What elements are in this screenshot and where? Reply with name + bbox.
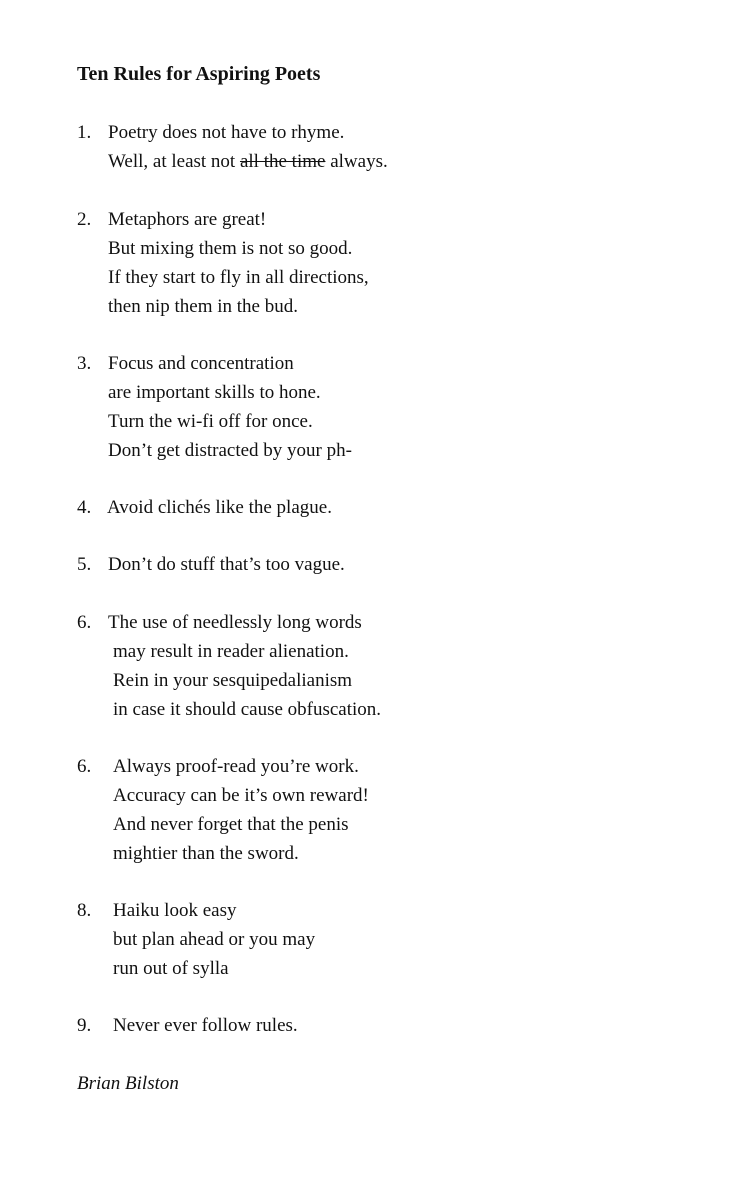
rule-number: 2.	[77, 209, 92, 230]
rule-lines	[108, 550, 345, 579]
rule-line: If they start to fly in all directions,	[108, 267, 369, 288]
rule-lines	[108, 118, 388, 176]
rule-lines	[113, 1011, 298, 1040]
rule-number: 8.	[77, 900, 92, 921]
rule-line: Avoid clichés like the plague.	[107, 497, 332, 518]
rule-number: 5.	[77, 554, 92, 575]
rule-line: Don’t get distracted by your ph-	[108, 440, 352, 461]
rule-line: Rein in your sesquipedalianism	[113, 670, 353, 691]
rule-line: Don’t do stuff that’s too vague.	[108, 554, 345, 575]
rule-line: Metaphors are great!	[108, 209, 267, 230]
rule-lines	[108, 205, 369, 321]
rule-line: mightier than the sword.	[113, 843, 299, 864]
rule-line: But mixing them is not so good.	[108, 238, 353, 259]
rule-line: Never ever follow rules.	[113, 1015, 298, 1036]
rule-line: Haiku look easy	[113, 900, 237, 921]
rule-line-text: Well, at least not	[108, 151, 240, 172]
rule-number: 3.	[77, 353, 92, 374]
rule-lines	[113, 752, 369, 868]
rule-line: Focus and concentration	[108, 353, 294, 374]
struck-through-text: all the time	[239, 151, 326, 172]
rule-line: are important skills to hone.	[108, 382, 321, 403]
rule-line: but plan ahead or you may	[113, 929, 316, 950]
poem-title: Ten Rules for Aspiring Poets	[77, 63, 321, 85]
rule-lines	[113, 896, 315, 983]
rule-lines	[108, 349, 352, 465]
rule-number: 9.	[77, 1015, 92, 1036]
rule-line	[108, 147, 388, 176]
poem-author: Brian Bilston	[77, 1073, 179, 1094]
rule-number: 6.	[77, 756, 92, 777]
rule-line: Turn the wi-fi off for once.	[108, 411, 313, 432]
rule-line: may result in reader alienation.	[113, 641, 349, 662]
rule-number: 4.	[77, 497, 92, 518]
rule-line: The use of needlessly long words	[108, 612, 362, 633]
rule-lines	[107, 493, 332, 522]
rule-line: Always proof-read you’re work.	[113, 756, 359, 777]
rule-line: in case it should cause obfuscation.	[113, 699, 382, 720]
rule-number: 6.	[77, 612, 92, 633]
rule-line-text: always.	[325, 151, 388, 172]
rule-lines	[108, 608, 381, 724]
rule-line: then nip them in the bud.	[108, 296, 298, 317]
rule-number: 1.	[77, 122, 92, 143]
rule-line: And never forget that the penis	[113, 814, 349, 835]
rule-line: Accuracy can be it’s own reward!	[113, 785, 369, 806]
rule-line: run out of sylla	[113, 958, 229, 979]
rule-line: Poetry does not have to rhyme.	[108, 122, 345, 143]
